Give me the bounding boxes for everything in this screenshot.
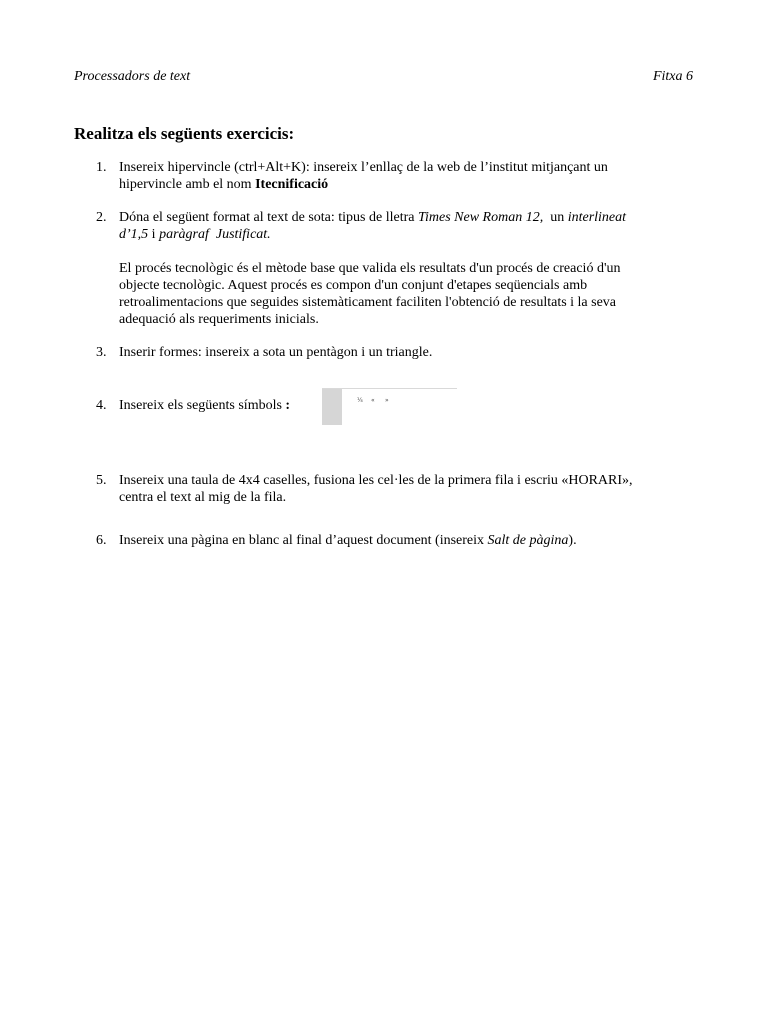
item-text xyxy=(119,532,694,549)
colon: : xyxy=(285,398,291,413)
exercise-item-2 xyxy=(96,209,696,243)
paragraph-line: retroalimentacions que seguides sistemàticament faciliten l'obtenció de resultats i la seva xyxy=(119,295,617,310)
exercise-item-5 xyxy=(96,472,696,506)
paragraph-line: El procés tecnològic és el mètode base que valida els resultats d'un procés de creació d'un xyxy=(119,261,621,276)
item-text-part: ). xyxy=(568,533,577,548)
paragraph-line: adequació als requeriments inicials. xyxy=(119,312,319,327)
item-text xyxy=(119,159,694,193)
header-subject: Processadors de text xyxy=(74,69,191,84)
line-spacing-value: d’1,5 xyxy=(119,227,149,242)
item-line: Insereix una taula de 4x4 caselles, fusiona les cel·les de la primera fila i escriu «HORARI», xyxy=(119,473,633,488)
symbols-image xyxy=(322,388,457,425)
item-line xyxy=(119,176,694,193)
item-number: 5. xyxy=(96,473,107,488)
item-text xyxy=(119,472,694,506)
hyperlink-name: Itecnificació xyxy=(255,177,329,192)
item-number: 2. xyxy=(96,210,107,225)
exercise-item-6 xyxy=(96,532,696,549)
item-line: centra el text al mig de la fila. xyxy=(119,490,287,505)
header-sheet-number: Fitxa 6 xyxy=(652,69,693,84)
exercise-item-3 xyxy=(96,344,696,361)
item-text-part: Insereix els següents símbols xyxy=(119,398,286,413)
item-line: Insereix hipervincle (ctrl+Alt+K): insereix l’enllaç de la web de l’institut mitjançant un xyxy=(119,160,608,175)
font-name: Times New Roman 12, xyxy=(417,210,544,225)
page-break-label: Salt de pàgina xyxy=(487,533,569,548)
alignment-label: paràgraf Justificat. xyxy=(159,227,271,242)
paragraph-line: objecte tecnològic. Aquest procés es compon d'un conjunt d'etapes seqüencials amb xyxy=(119,278,588,293)
item-number: 3. xyxy=(96,345,107,360)
exercise-item-1 xyxy=(96,159,696,193)
symbol-left-guillemet: « xyxy=(371,397,375,404)
symbol-right-guillemet: » xyxy=(385,397,389,404)
line-spacing-label: interlineat xyxy=(567,210,627,225)
image-border-strip xyxy=(322,389,342,425)
item-text: Inserir formes: insereix a sota un pentàgon i un triangle. xyxy=(119,345,433,360)
item-text-part: Dóna el següent format al text de sota: tipus de lletra xyxy=(119,210,418,225)
item-text-part: i xyxy=(148,227,160,242)
item-text-part: un xyxy=(543,210,568,225)
item-number: 6. xyxy=(96,533,107,548)
item-text-part: hipervincle amb el nom xyxy=(119,177,256,192)
item-text-part: Insereix una pàgina en blanc al final d’aquest document (insereix xyxy=(119,533,488,548)
exercises-heading: Realitza els següents exercicis: xyxy=(74,124,295,143)
sample-paragraph xyxy=(119,260,689,328)
item-line xyxy=(119,226,694,243)
item-text xyxy=(119,209,694,243)
item-number: 4. xyxy=(96,398,107,413)
item-number: 1. xyxy=(96,160,107,175)
symbol-one-quarter: ¼ xyxy=(357,397,363,404)
item-line xyxy=(119,209,694,226)
